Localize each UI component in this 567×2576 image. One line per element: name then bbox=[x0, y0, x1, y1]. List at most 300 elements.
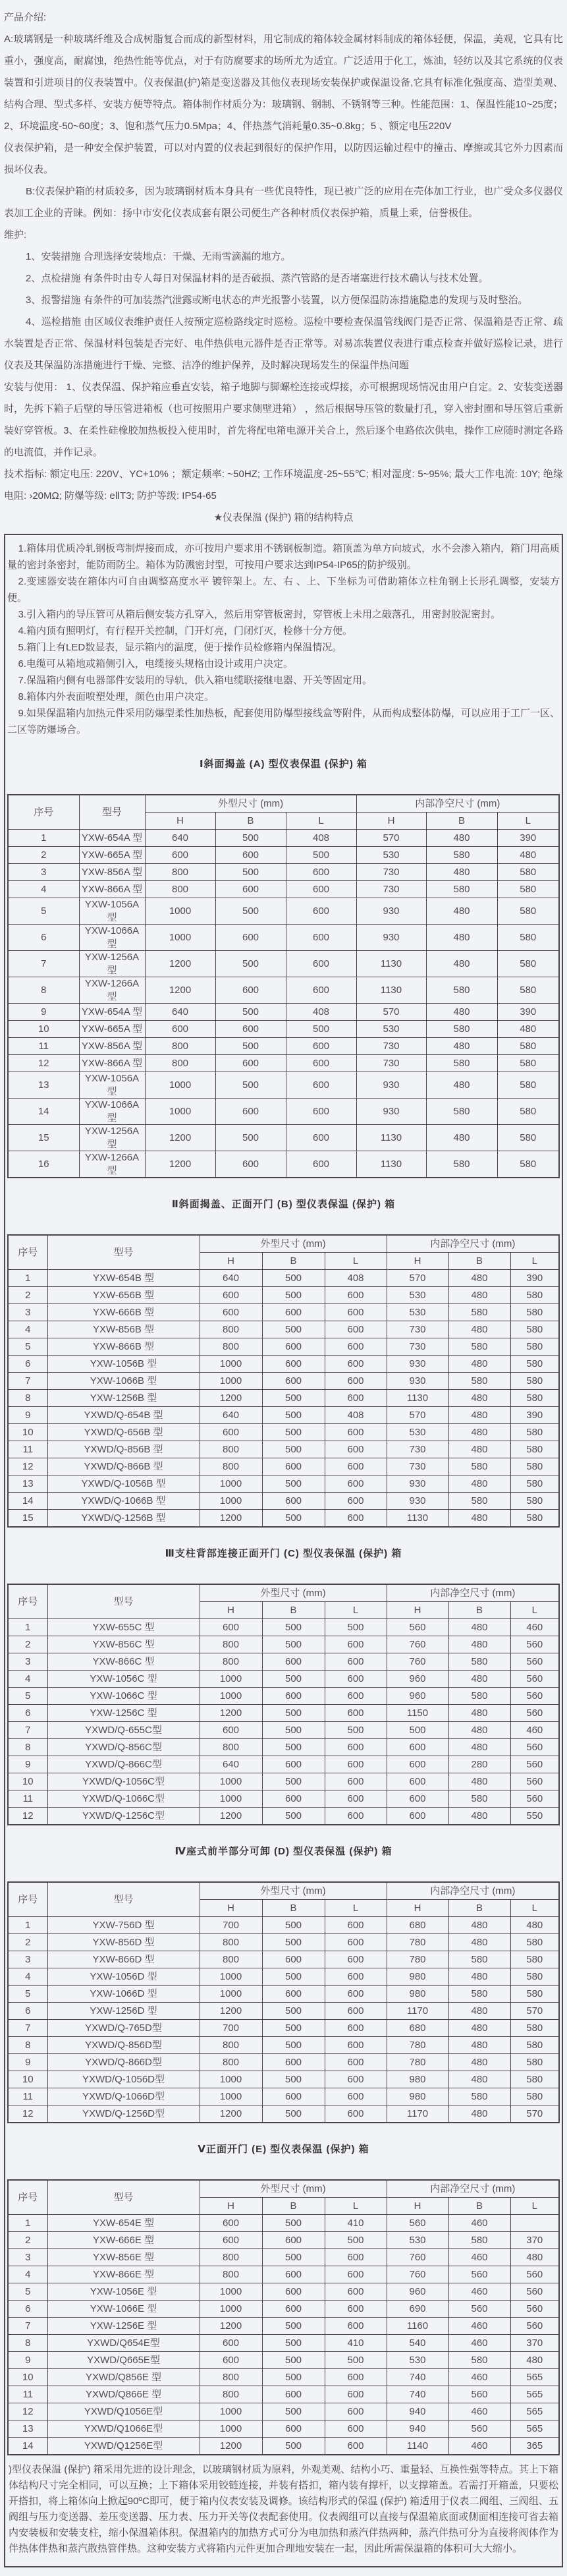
seq-cell: 10 bbox=[8, 2071, 47, 2088]
model-cell: YXWD/Q1066E型 bbox=[47, 2420, 200, 2438]
inner-l-cell: 580 bbox=[497, 881, 559, 898]
table-row bbox=[8, 1688, 559, 1705]
outer-h-cell: 1200 bbox=[200, 2438, 262, 2455]
model-cell: YXW-756D 型 bbox=[47, 1917, 200, 1934]
inner-h-cell: 1150 bbox=[387, 1705, 448, 1722]
inner-l-cell: 565 bbox=[510, 2403, 559, 2420]
inner-b-cell: 460 bbox=[448, 2369, 510, 2386]
table-row bbox=[8, 2283, 559, 2301]
inner-l-cell: 580 bbox=[497, 1038, 559, 1055]
inner-h-cell: 540 bbox=[387, 2335, 448, 2352]
outer-l-cell: 408 bbox=[286, 830, 356, 847]
inner-b-cell: 480 bbox=[448, 1321, 510, 1338]
inner-l-cell bbox=[510, 2215, 559, 2232]
inner-h-cell: 1130 bbox=[387, 1510, 448, 1528]
seq-cell: 15 bbox=[8, 1510, 47, 1528]
seq-cell: 3 bbox=[8, 2249, 47, 2266]
inner-h-cell: 730 bbox=[356, 881, 426, 898]
outer-h-cell: 800 bbox=[200, 2266, 262, 2283]
inner-b-cell: 460 bbox=[448, 2215, 510, 2232]
outer-h-cell: 800 bbox=[200, 1653, 262, 1671]
inner-b-cell: 480 bbox=[448, 1390, 510, 1407]
seq-cell: 9 bbox=[8, 2352, 47, 2369]
table-row bbox=[8, 1475, 559, 1493]
dim-letter-header: L bbox=[325, 1602, 387, 1619]
outer-b-cell: 600 bbox=[215, 977, 286, 1004]
inner-l-cell: 580 bbox=[510, 1373, 559, 1390]
seq-cell: 1 bbox=[8, 830, 79, 847]
inner-b-cell: 460 bbox=[448, 2403, 510, 2420]
inner-h-cell: 1130 bbox=[356, 951, 426, 977]
outer-b-cell: 600 bbox=[262, 1304, 325, 1321]
outer-l-cell: 600 bbox=[325, 1510, 387, 1528]
inner-h-cell: 600 bbox=[387, 1756, 448, 1773]
model-cell: YXW-665A 型 bbox=[79, 847, 145, 864]
intro-paragraph-a: A:玻璃钢是一种玻璃纤维及合成树脂复合而成的新型材料，用它制成的箱体较金属材料制成的箱体轻便，保温，美观，它具有比重小，强度高，耐腐蚀，绝热性能等优点，对于有防腐要求的场所尤为适宜。广泛适用于化工，炼油，轻纺以及其它系统的仪表装置和引进项目的仪表装置中。仪表保温(护)箱是变送器及其他仪表现场安装保护或保温设备,它具有标准化强度高、造型美观、结构合理、型式多样、安装方便等特点。箱体制作材质分为：玻璃钢、钢制、不锈钢等三种。性能范围：1、保温性能10~25度；2、环境温度-50~60度；3、饱和蒸气压力0.5Mpa；4、伴热蒸气消耗量0.35~0.8kg；5 、额定电压220V bbox=[4, 34, 563, 132]
outer-b-cell: 500 bbox=[262, 1424, 325, 1441]
table-row bbox=[8, 1287, 559, 1304]
model-cell: YXW-1066A 型 bbox=[79, 1099, 145, 1125]
inner-l-cell: 560 bbox=[510, 1756, 559, 1773]
outer-b-cell: 500 bbox=[262, 2369, 325, 2386]
inner-h-cell: 730 bbox=[387, 1338, 448, 1356]
dim-letter-header: B bbox=[262, 2198, 325, 2215]
inner-b-cell: 480 bbox=[448, 2054, 510, 2071]
outer-h-cell: 1000 bbox=[200, 1671, 262, 1688]
outer-l-cell: 408 bbox=[325, 1407, 387, 1424]
table-row bbox=[8, 1072, 559, 1099]
outer-l-cell: 600 bbox=[325, 2266, 387, 2283]
dim-letter-header: B bbox=[262, 1253, 325, 1270]
inner-b-cell: 480 bbox=[448, 1510, 510, 1528]
model-cell: YXWD/Q866E 型 bbox=[47, 2386, 200, 2403]
table-row bbox=[8, 2301, 559, 2318]
outer-b-cell: 500 bbox=[262, 2335, 325, 2352]
table-row bbox=[8, 1808, 559, 1825]
outer-h-cell: 800 bbox=[200, 1636, 262, 1653]
inner-b-cell: 480 bbox=[448, 1773, 510, 1790]
dim-letter-header: B bbox=[262, 1900, 325, 1917]
table-row bbox=[8, 1790, 559, 1808]
seq-cell: 7 bbox=[8, 1722, 47, 1739]
outer-b-cell: 500 bbox=[262, 1636, 325, 1653]
inner-h-cell: 570 bbox=[387, 1270, 448, 1287]
outer-h-cell: 800 bbox=[200, 2386, 262, 2403]
inner-l-cell: 390 bbox=[497, 830, 559, 847]
inner-dims-header: 内部净空尺寸 (mm) bbox=[387, 1235, 559, 1253]
dim-letter-header: B bbox=[448, 1900, 510, 1917]
table-row bbox=[8, 2020, 559, 2037]
inner-l-cell: 480 bbox=[510, 1917, 559, 1934]
inner-l-cell: 370 bbox=[510, 2232, 559, 2249]
table-row bbox=[8, 2054, 559, 2071]
outer-b-cell: 600 bbox=[262, 1373, 325, 1390]
model-cell: YXWD/Q-1066B 型 bbox=[47, 1493, 200, 1510]
outer-h-cell: 600 bbox=[200, 1722, 262, 1739]
seq-cell: 2 bbox=[8, 1287, 47, 1304]
inner-h-cell: 600 bbox=[387, 1790, 448, 1808]
feature-item: 6.电缆可从箱地或箱侧引入，电缆接头规格由设计或用户决定。 bbox=[18, 658, 294, 670]
outer-l-cell: 600 bbox=[325, 1493, 387, 1510]
inner-l-cell: 390 bbox=[510, 1270, 559, 1287]
model-cell: YXW-654E 型 bbox=[47, 2215, 200, 2232]
model-cell: YXW-866D 型 bbox=[47, 1951, 200, 1968]
outer-l-cell: 600 bbox=[325, 2054, 387, 2071]
seq-cell: 8 bbox=[8, 1739, 47, 1756]
model-cell: YXW-866A 型 bbox=[79, 881, 145, 898]
table-row bbox=[8, 1441, 559, 1458]
seq-cell: 10 bbox=[8, 1021, 79, 1038]
seq-cell: 4 bbox=[8, 1321, 47, 1338]
model-cell: YXW-1056B 型 bbox=[47, 1356, 200, 1373]
outer-b-cell: 500 bbox=[262, 2438, 325, 2455]
inner-h-cell: 530 bbox=[356, 1021, 426, 1038]
model-cell: YXW-856D 型 bbox=[47, 1934, 200, 1951]
inner-h-cell: 960 bbox=[387, 1671, 448, 1688]
seq-cell: 3 bbox=[8, 1951, 47, 1968]
seq-cell: 6 bbox=[8, 1705, 47, 1722]
inner-h-cell: 760 bbox=[387, 1653, 448, 1671]
outer-l-cell: 600 bbox=[325, 1671, 387, 1688]
inner-l-cell: 580 bbox=[510, 1475, 559, 1493]
seq-cell: 1 bbox=[8, 1270, 47, 1287]
inner-h-cell: 930 bbox=[387, 1373, 448, 1390]
outer-l-cell: 600 bbox=[325, 1934, 387, 1951]
inner-b-cell: 480 bbox=[426, 830, 497, 847]
model-cell: YXWD/Q-1256B 型 bbox=[47, 1510, 200, 1528]
model-cell: YXWD/Q-1256C型 bbox=[47, 1808, 200, 1825]
table-row bbox=[8, 1619, 559, 1636]
seq-cell: 5 bbox=[8, 898, 79, 925]
inner-b-cell: 460 bbox=[448, 2283, 510, 2301]
maintenance-heading: 维护: bbox=[4, 229, 27, 241]
outer-b-cell: 600 bbox=[262, 1653, 325, 1671]
outer-l-cell: 600 bbox=[325, 2318, 387, 2335]
seq-cell: 11 bbox=[8, 1441, 47, 1458]
model-cell: YXW-654B 型 bbox=[47, 1270, 200, 1287]
inner-l-cell: 580 bbox=[510, 1510, 559, 1528]
inner-l-cell: 580 bbox=[497, 1151, 559, 1178]
model-cell: YXW-866C 型 bbox=[47, 1653, 200, 1671]
table-row bbox=[8, 2438, 559, 2455]
spec-table bbox=[7, 794, 560, 1178]
model-cell: YXW-856E 型 bbox=[47, 2249, 200, 2266]
seq-cell: 2 bbox=[8, 1636, 47, 1653]
inner-b-cell: 460 bbox=[448, 2438, 510, 2455]
outer-b-cell: 600 bbox=[215, 881, 286, 898]
table-row bbox=[8, 2420, 559, 2438]
inner-b-cell: 460 bbox=[448, 2318, 510, 2335]
table-row bbox=[8, 1151, 559, 1178]
dim-letter-header: B bbox=[262, 1602, 325, 1619]
inner-h-cell: 530 bbox=[387, 1424, 448, 1441]
table-title: Ⅰ斜面揭盖 (A) 型仪表保温 (保护) 箱 bbox=[199, 758, 368, 770]
outer-h-cell: 1000 bbox=[200, 1475, 262, 1493]
outer-b-cell: 500 bbox=[262, 1270, 325, 1287]
outer-h-cell: 1000 bbox=[200, 1986, 262, 2003]
outer-dims-header: 外型尺寸 (mm) bbox=[200, 1882, 387, 1900]
table-row bbox=[8, 1458, 559, 1475]
model-cell: YXW-1256A 型 bbox=[79, 951, 145, 977]
model-cell: YXW-665A 型 bbox=[79, 1021, 145, 1038]
table-row bbox=[8, 1636, 559, 1653]
inner-h-cell: 570 bbox=[356, 1004, 426, 1021]
outer-l-cell: 600 bbox=[325, 2020, 387, 2037]
table-title: Ⅱ斜面揭盖、正面开门 (B) 型仪表保温 (保护) 箱 bbox=[171, 1199, 396, 1210]
model-cell: YXW-1256E 型 bbox=[47, 2318, 200, 2335]
table-row bbox=[8, 1653, 559, 1671]
seq-header: 序号 bbox=[8, 1882, 47, 1917]
seq-cell: 4 bbox=[8, 881, 79, 898]
table-row bbox=[8, 2386, 559, 2403]
outer-b-cell: 600 bbox=[262, 1458, 325, 1475]
inner-h-cell: 680 bbox=[387, 1917, 448, 1934]
inner-h-cell: 760 bbox=[387, 1636, 448, 1653]
outer-l-cell: 600 bbox=[325, 2438, 387, 2455]
outer-h-cell: 1000 bbox=[200, 1356, 262, 1373]
inner-dims-header: 内部净空尺寸 (mm) bbox=[356, 795, 559, 813]
inner-h-cell: 600 bbox=[387, 1773, 448, 1790]
inner-l-cell: 560 bbox=[510, 2266, 559, 2283]
outer-l-cell: 600 bbox=[325, 1636, 387, 1653]
outer-b-cell: 500 bbox=[262, 1321, 325, 1338]
outer-h-cell: 600 bbox=[200, 1619, 262, 1636]
outer-l-cell: 600 bbox=[325, 1441, 387, 1458]
model-cell: YXWD/Q-856C型 bbox=[47, 1739, 200, 1756]
maintenance-item: 3、报警措施 有条件的可加装蒸汽泄露或断电状态的声光报警小装置，以方便保温防冻措施隐患的发现与及时整治。 bbox=[26, 295, 528, 306]
inner-l-cell: 560 bbox=[510, 1688, 559, 1705]
dim-letter-header: H bbox=[387, 2198, 448, 2215]
outer-l-cell: 600 bbox=[325, 1458, 387, 1475]
seq-cell: 7 bbox=[8, 951, 79, 977]
tech-specs-paragraph: 技术指标: 额定电压: 220V、YC+10% ；额定频率: ~50HZ; 工作环境温度-25~55℃; 相对湿度: 5~95%; 最大工作电流: 10Y; 绝缘电阻: ›20MΩ; 防爆等级: eⅡT3; 防护等级: IP54-65 bbox=[4, 469, 563, 501]
outer-b-cell: 600 bbox=[262, 2283, 325, 2301]
inner-b-cell: 480 bbox=[448, 1356, 510, 1373]
inner-h-cell: 780 bbox=[387, 1951, 448, 1968]
outer-b-cell: 500 bbox=[215, 951, 286, 977]
model-cell: YXW-1066D 型 bbox=[47, 1986, 200, 2003]
dim-letter-header: H bbox=[200, 1900, 262, 1917]
inner-l-cell: 580 bbox=[510, 1424, 559, 1441]
outer-b-cell: 500 bbox=[215, 830, 286, 847]
inner-h-cell: 730 bbox=[387, 1321, 448, 1338]
inner-b-cell: 480 bbox=[448, 1722, 510, 1739]
model-cell: YXWD/Q-1066C型 bbox=[47, 1790, 200, 1808]
outer-h-cell: 1200 bbox=[200, 1808, 262, 1825]
seq-cell: 2 bbox=[8, 1934, 47, 1951]
inner-h-cell: 960 bbox=[387, 1688, 448, 1705]
inner-l-cell: 580 bbox=[510, 1304, 559, 1321]
outer-b-cell: 500 bbox=[262, 1968, 325, 1986]
dim-letter-header: L bbox=[510, 1900, 559, 1917]
inner-h-cell: 980 bbox=[387, 2088, 448, 2105]
inner-b-cell: 580 bbox=[448, 2088, 510, 2105]
outer-h-cell: 600 bbox=[200, 1287, 262, 1304]
outer-l-cell: 600 bbox=[325, 1790, 387, 1808]
seq-cell: 15 bbox=[8, 1125, 79, 1151]
intro-paragraph-b: B:仪表保护箱的材质较多，因为玻璃钢材质本身具有一些优良特性，现已被广泛的应用在壳体加工行业，也广受众多仪器仪表加工企业的青睐。例如：扬中市安化仪表成套有限公司便生产各种材质仪表保护箱，质量上乘，信誉极佳。 bbox=[4, 186, 563, 219]
table-row bbox=[8, 1722, 559, 1739]
inner-b-cell: 560 bbox=[448, 2420, 510, 2438]
table-row bbox=[8, 1917, 559, 1934]
outer-h-cell: 1000 bbox=[200, 2301, 262, 2318]
outer-b-cell: 500 bbox=[215, 864, 286, 881]
outer-l-cell: 600 bbox=[325, 2105, 387, 2123]
inner-l-cell: 560 bbox=[510, 2283, 559, 2301]
seq-cell: 12 bbox=[8, 1808, 47, 1825]
outer-b-cell: 600 bbox=[262, 1493, 325, 1510]
inner-l-cell: 560 bbox=[510, 1790, 559, 1808]
outer-b-cell: 600 bbox=[215, 1021, 286, 1038]
inner-l-cell: 580 bbox=[497, 925, 559, 951]
seq-cell: 11 bbox=[8, 2088, 47, 2105]
inner-l-cell: 580 bbox=[510, 1287, 559, 1304]
model-cell: YXWD/Q-765D型 bbox=[47, 2020, 200, 2037]
outer-h-cell: 1000 bbox=[200, 1790, 262, 1808]
table-row bbox=[8, 925, 559, 951]
spec-table bbox=[7, 1584, 560, 1825]
outer-l-cell: 600 bbox=[286, 1072, 356, 1099]
outer-b-cell: 600 bbox=[215, 1151, 286, 1178]
inner-l-cell: 370 bbox=[510, 2335, 559, 2352]
dim-letter-header: H bbox=[387, 1253, 448, 1270]
outer-b-cell: 500 bbox=[262, 1390, 325, 1407]
outer-b-cell: 600 bbox=[262, 2420, 325, 2438]
inner-h-cell: 530 bbox=[387, 2232, 448, 2249]
model-cell: YXW-1256B 型 bbox=[47, 1390, 200, 1407]
inner-h-cell: 570 bbox=[387, 1407, 448, 1424]
seq-cell: 6 bbox=[8, 1356, 47, 1373]
inner-b-cell: 480 bbox=[426, 925, 497, 951]
inner-h-cell: 740 bbox=[387, 2369, 448, 2386]
seq-cell: 10 bbox=[8, 2369, 47, 2386]
intro-paragraph-protect: 仪表保护箱，是一种安全保护装置，可以对内置的仪表起到很好的保护作用，以防因运输过程中的撞击、摩擦或其它外力因素而损坏仪表。 bbox=[4, 142, 563, 175]
outer-h-cell: 1000 bbox=[145, 898, 215, 925]
table-row bbox=[8, 1021, 559, 1038]
seq-cell: 10 bbox=[8, 1773, 47, 1790]
inner-b-cell: 480 bbox=[448, 1619, 510, 1636]
inner-h-cell: 690 bbox=[387, 2301, 448, 2318]
outer-b-cell: 500 bbox=[262, 2071, 325, 2088]
outer-h-cell: 1000 bbox=[200, 1773, 262, 1790]
inner-h-cell: 980 bbox=[387, 1986, 448, 2003]
outer-h-cell: 1200 bbox=[200, 2003, 262, 2020]
outer-l-cell: 600 bbox=[325, 2088, 387, 2105]
outer-h-cell: 600 bbox=[200, 1304, 262, 1321]
outer-b-cell: 600 bbox=[262, 1338, 325, 1356]
inner-h-cell: 1130 bbox=[356, 1151, 426, 1178]
inner-h-cell: 980 bbox=[387, 1968, 448, 1986]
inner-b-cell: 480 bbox=[448, 1917, 510, 1934]
table-section bbox=[7, 757, 560, 1178]
inner-b-cell: 480 bbox=[448, 1739, 510, 1756]
model-cell: YXW-1066C 型 bbox=[47, 1688, 200, 1705]
feature-item: 3.引入箱内的导压管可从箱后侧安装方孔穿入，然后用穿管板密封，穿管板上未用之敲落孔，用密封胶泥密封。 bbox=[18, 609, 501, 620]
inner-l-cell: 580 bbox=[510, 1951, 559, 1968]
model-cell: YXW-1056E 型 bbox=[47, 2283, 200, 2301]
table-row bbox=[8, 1099, 559, 1125]
outer-b-cell: 600 bbox=[215, 925, 286, 951]
seq-header: 序号 bbox=[8, 795, 79, 830]
table-row bbox=[8, 2335, 559, 2352]
model-cell: YXWD/Q-1066D型 bbox=[47, 2088, 200, 2105]
outer-l-cell: 600 bbox=[325, 1756, 387, 1773]
model-cell: YXW-866A 型 bbox=[79, 1055, 145, 1072]
table-row bbox=[8, 951, 559, 977]
table-row bbox=[8, 2266, 559, 2283]
outer-b-cell: 600 bbox=[215, 1055, 286, 1072]
inner-b-cell: 580 bbox=[448, 1688, 510, 1705]
seq-cell: 9 bbox=[8, 1407, 47, 1424]
inner-h-cell: 780 bbox=[387, 2054, 448, 2071]
model-cell: YXWD/Q-856D型 bbox=[47, 2037, 200, 2054]
outer-h-cell: 1000 bbox=[200, 1968, 262, 1986]
inner-h-cell: 730 bbox=[387, 1441, 448, 1458]
inner-b-cell: 580 bbox=[426, 1151, 497, 1178]
inner-l-cell: 580 bbox=[497, 1055, 559, 1072]
inner-l-cell: 580 bbox=[510, 1968, 559, 1986]
inner-h-cell: 1160 bbox=[387, 2318, 448, 2335]
outer-l-cell: 600 bbox=[286, 925, 356, 951]
outer-b-cell: 500 bbox=[262, 1407, 325, 1424]
seq-cell: 9 bbox=[8, 1004, 79, 1021]
outer-b-cell: 500 bbox=[262, 1475, 325, 1493]
outer-b-cell: 600 bbox=[262, 1756, 325, 1773]
inner-b-cell: 580 bbox=[426, 977, 497, 1004]
inner-h-cell: 1170 bbox=[387, 2003, 448, 2020]
outer-h-cell: 800 bbox=[145, 864, 215, 881]
outer-l-cell: 600 bbox=[325, 1304, 387, 1321]
inner-l-cell: 560 bbox=[510, 1636, 559, 1653]
model-cell: YXWD/Q-866B 型 bbox=[47, 1458, 200, 1475]
seq-cell: 9 bbox=[8, 1756, 47, 1773]
outer-b-cell: 500 bbox=[262, 1287, 325, 1304]
model-cell: YXW-856C 型 bbox=[47, 1636, 200, 1653]
table-section bbox=[7, 1844, 560, 2123]
inner-l-cell: 560 bbox=[510, 2318, 559, 2335]
inner-h-cell: 930 bbox=[387, 1475, 448, 1493]
inner-b-cell: 580 bbox=[448, 1338, 510, 1356]
outer-b-cell: 600 bbox=[262, 1790, 325, 1808]
seq-header: 序号 bbox=[8, 1235, 47, 1270]
model-header: 型号 bbox=[47, 1584, 200, 1619]
inner-b-cell: 580 bbox=[426, 847, 497, 864]
inner-h-cell: 730 bbox=[387, 1458, 448, 1475]
seq-cell: 14 bbox=[8, 1493, 47, 1510]
inner-dims-header: 内部净空尺寸 (mm) bbox=[387, 1584, 559, 1602]
table-row bbox=[8, 1510, 559, 1528]
inner-h-cell: 760 bbox=[387, 2249, 448, 2266]
inner-l-cell: 580 bbox=[510, 1493, 559, 1510]
table-row bbox=[8, 1321, 559, 1338]
inner-b-cell: 480 bbox=[448, 2105, 510, 2123]
outer-h-cell: 1200 bbox=[200, 2105, 262, 2123]
outer-dims-header: 外型尺寸 (mm) bbox=[200, 1235, 387, 1253]
outer-h-cell: 1000 bbox=[145, 925, 215, 951]
inner-dims-header: 内部净空尺寸 (mm) bbox=[387, 1882, 559, 1900]
table-title: Ⅳ座式前半部分可卸 (D) 型仪表保温 (保护) 箱 bbox=[175, 1846, 392, 1857]
inner-b-cell: 480 bbox=[448, 1636, 510, 1653]
dim-letter-header: L bbox=[510, 1253, 559, 1270]
seq-cell: 8 bbox=[8, 1390, 47, 1407]
outer-b-cell: 600 bbox=[262, 1688, 325, 1705]
outer-h-cell: 1200 bbox=[200, 1390, 262, 1407]
outer-b-cell: 600 bbox=[215, 1099, 286, 1125]
outer-b-cell: 500 bbox=[262, 2037, 325, 2054]
inner-b-cell: 580 bbox=[448, 1373, 510, 1390]
seq-cell: 7 bbox=[8, 2318, 47, 2335]
dim-letter-header: B bbox=[448, 1602, 510, 1619]
